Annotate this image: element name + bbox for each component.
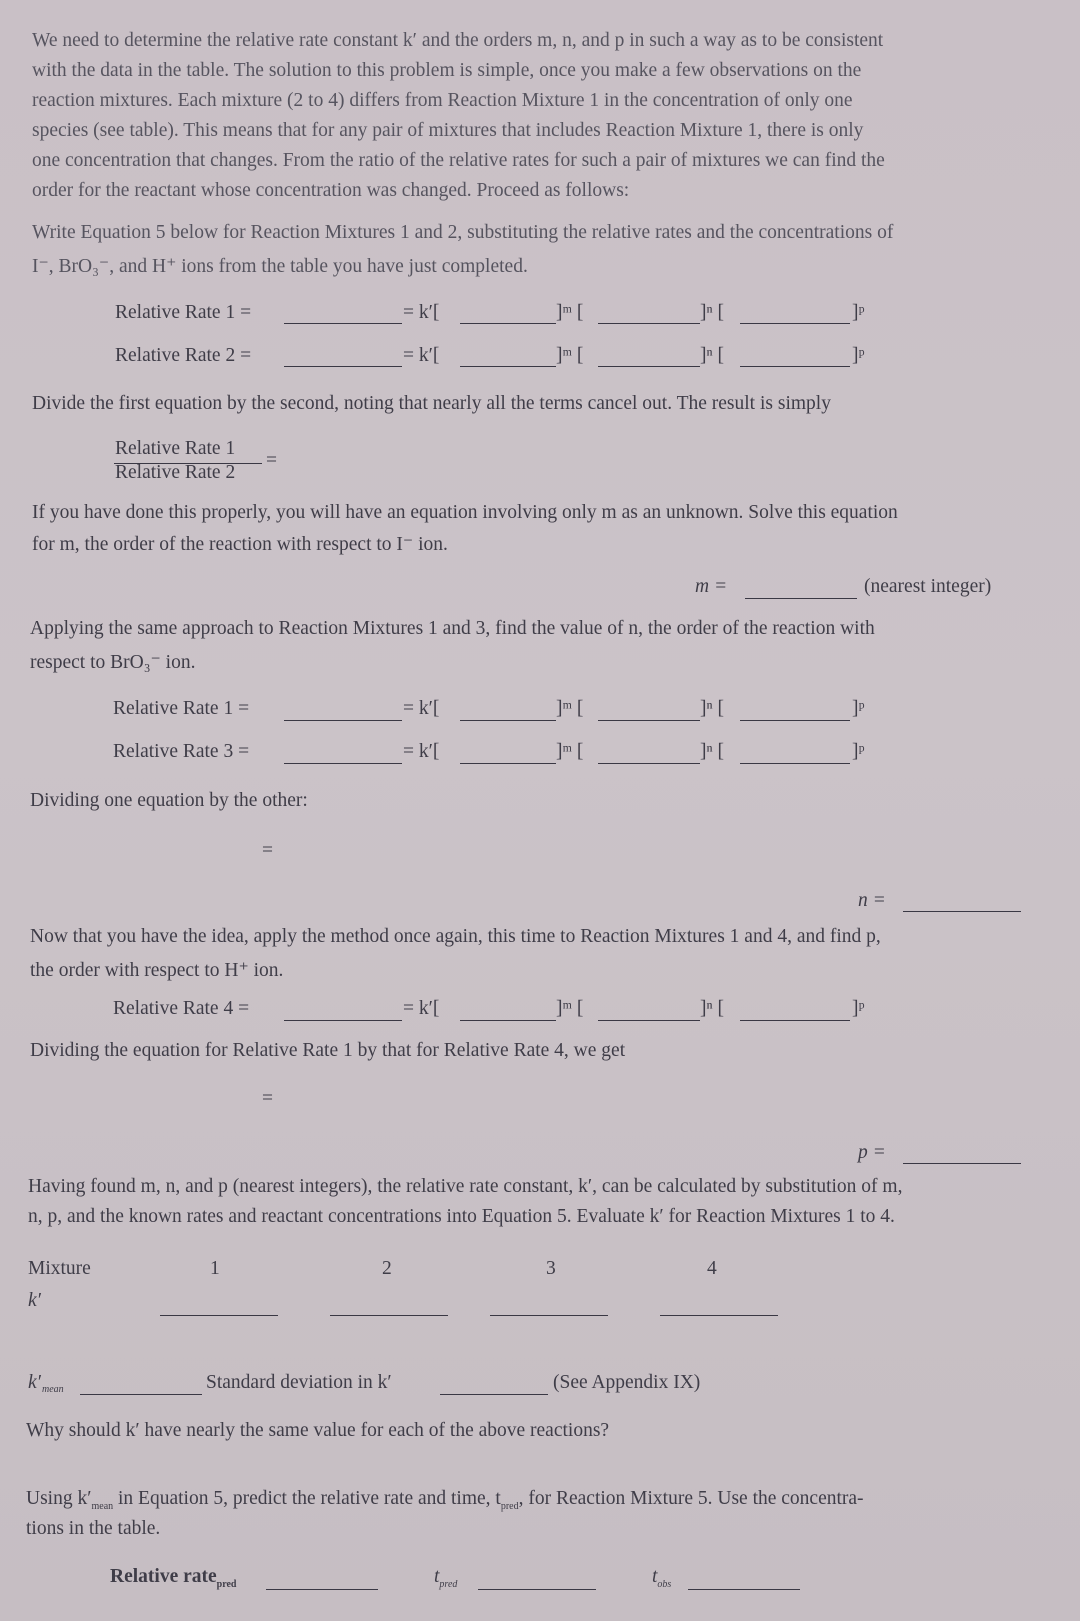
k-mixture-2-blank[interactable]	[330, 1315, 448, 1316]
std-dev-blank[interactable]	[440, 1394, 548, 1395]
std-dev-label: Standard deviation in k′	[206, 1372, 392, 1393]
i-conc-blank[interactable]	[460, 720, 556, 721]
ratio-denominator: Relative Rate 2	[115, 462, 236, 483]
rr3-blank[interactable]	[284, 763, 402, 764]
intro-line-2: with the data in the table. The solution to this problem is simple, once you make a few observations on the	[32, 60, 862, 81]
k-mixture-3-blank[interactable]	[490, 1315, 608, 1316]
t-obs-sub: obs	[657, 1578, 672, 1590]
kmean-k: k′	[28, 1372, 41, 1393]
t-obs-blank[interactable]	[688, 1589, 800, 1590]
mixture-label: Mixture	[28, 1258, 91, 1279]
eq-rr3-label: Relative Rate 3 =	[113, 741, 250, 762]
now-line-2: the order with respect to H⁺ ion.	[30, 960, 284, 981]
eq-m-2: ]ᵐ [	[556, 345, 584, 366]
eq-k-5: = k′[	[403, 998, 440, 1019]
bro3-conc-blank[interactable]	[598, 763, 700, 764]
applying-line-1: Applying the same approach to Reaction Mixtures 1 and 3, find the value of n, the order of the reaction with	[30, 618, 875, 639]
t-obs-text: t	[652, 1566, 658, 1587]
eq-p-1: ]ᵖ	[852, 302, 865, 323]
kmean-blank[interactable]	[80, 1394, 202, 1395]
t-pred-label	[434, 1566, 457, 1590]
i-conc-blank[interactable]	[460, 763, 556, 764]
n-blank[interactable]	[903, 911, 1021, 912]
eq-m-3: ]ᵐ [	[556, 698, 584, 719]
now-line-1: Now that you have the idea, apply the method once again, this time to Reaction Mixtures 1 and 4, and find p,	[30, 926, 881, 947]
using-pre: Using k′	[26, 1488, 92, 1509]
using-rest: in Equation 5, predict the relative rate and time, t	[113, 1488, 501, 1509]
using-sub2: pred	[500, 1500, 519, 1512]
k-prime-label: k′	[28, 1290, 41, 1311]
equals-sign-2: =	[262, 1088, 273, 1109]
i-conc-blank[interactable]	[460, 366, 556, 367]
t-pred-blank[interactable]	[478, 1589, 596, 1590]
eq-k-3: = k′[	[403, 698, 440, 719]
eq-n-2: ]ⁿ [	[700, 345, 725, 366]
h-conc-blank[interactable]	[740, 720, 850, 721]
eq-m-4: ]ᵐ [	[556, 741, 584, 762]
bro3-conc-blank[interactable]	[598, 323, 700, 324]
using-line-2: tions in the table.	[26, 1518, 161, 1539]
write-line-2: I⁻, BrO₃⁻, and H⁺ ions from the table you have just completed.	[32, 256, 528, 277]
eq-rr2-label: Relative Rate 2 =	[115, 345, 252, 366]
eq-k-4: = k′[	[403, 741, 440, 762]
eq-p-2: ]ᵖ	[852, 345, 865, 366]
ratio-equals: =	[266, 450, 277, 471]
m-label: m =	[695, 576, 728, 597]
eq-n-3: ]ⁿ [	[700, 698, 725, 719]
bro3-conc-blank[interactable]	[598, 720, 700, 721]
using-rest2: , for Reaction Mixture 5. Use the concentra-	[518, 1488, 864, 1509]
why-question: Why should k′ have nearly the same value for each of the above reactions?	[26, 1420, 610, 1441]
intro-line-4: species (see table). This means that for any pair of mixtures that includes Reaction Mixture 1, there is only	[32, 120, 864, 141]
n-label: n =	[858, 890, 886, 911]
mixture-col-4: 4	[707, 1258, 717, 1279]
k-mixture-1-blank[interactable]	[160, 1315, 278, 1316]
eq-n-1: ]ⁿ [	[700, 302, 725, 323]
mixture-col-1: 1	[210, 1258, 220, 1279]
using-sub: mean	[91, 1500, 114, 1512]
eq-m-5: ]ᵐ [	[556, 998, 584, 1019]
h-conc-blank[interactable]	[740, 366, 850, 367]
i-conc-blank[interactable]	[460, 323, 556, 324]
applying-line-2: respect to BrO₃⁻ ion.	[30, 652, 196, 673]
eq-p-3: ]ᵖ	[852, 698, 865, 719]
ratio-numerator: Relative Rate 1	[115, 438, 236, 459]
rr4-blank[interactable]	[284, 1020, 402, 1021]
appendix-note: (See Appendix IX)	[553, 1372, 701, 1393]
rr-pred-text: Relative rate	[110, 1566, 217, 1587]
dividing-rr-text: Dividing the equation for Relative Rate 1 by that for Relative Rate 4, we get	[30, 1040, 626, 1061]
eq-n-5: ]ⁿ [	[700, 998, 725, 1019]
p-blank[interactable]	[903, 1163, 1021, 1164]
intro-line-3: reaction mixtures. Each mixture (2 to 4) differs from Reaction Mixture 1 in the concentration of only one	[32, 90, 853, 111]
eq-m-1: ]ᵐ [	[556, 302, 584, 323]
t-obs-label	[652, 1566, 671, 1590]
using-line-1	[26, 1488, 864, 1512]
bro3-conc-blank[interactable]	[598, 1020, 700, 1021]
solve-m-line-2: for m, the order of the reaction with respect to I⁻ ion.	[32, 534, 448, 555]
dividing-one-text: Dividing one equation by the other:	[30, 790, 308, 811]
rr-pred-sub: pred	[216, 1578, 237, 1590]
intro-line-6: order for the reactant whose concentration was changed. Proceed as follows:	[32, 180, 630, 201]
t-pred-sub: pred	[439, 1578, 458, 1590]
h-conc-blank[interactable]	[740, 763, 850, 764]
relative-rate-pred-label	[110, 1566, 236, 1590]
h-conc-blank[interactable]	[740, 1020, 850, 1021]
solve-m-line-1: If you have done this properly, you will have an equation involving only m as an unknown. Solve this equation	[32, 502, 898, 523]
eq-p-4: ]ᵖ	[852, 741, 865, 762]
mixture-col-3: 3	[546, 1258, 556, 1279]
m-blank[interactable]	[745, 598, 857, 599]
eq-rr1-label: Relative Rate 1 =	[115, 302, 252, 323]
eq-rr1-label-b: Relative Rate 1 =	[113, 698, 250, 719]
bro3-conc-blank[interactable]	[598, 366, 700, 367]
k-mixture-4-blank[interactable]	[660, 1315, 778, 1316]
rr1-blank[interactable]	[284, 323, 402, 324]
eq-k-1: = k′[	[403, 302, 440, 323]
eq-k-2: = k′[	[403, 345, 440, 366]
equals-sign-1: =	[262, 840, 273, 861]
intro-line-5: one concentration that changes. From the ratio of the relative rates for such a pair of mixtures we can find the	[32, 150, 885, 171]
eq-n-4: ]ⁿ [	[700, 741, 725, 762]
relative-rate-pred-blank[interactable]	[266, 1589, 378, 1590]
kmean-sub: mean	[42, 1384, 64, 1395]
write-line-1: Write Equation 5 below for Reaction Mixtures 1 and 2, substituting the relative rates and the concentrations of	[32, 222, 894, 243]
rr2-blank[interactable]	[284, 366, 402, 367]
i-conc-blank[interactable]	[460, 1020, 556, 1021]
eq-rr4-label: Relative Rate 4 =	[113, 998, 250, 1019]
t-pred-text: t	[434, 1566, 440, 1587]
nearest-integer-note: (nearest integer)	[864, 576, 992, 597]
eq-p-5: ]ᵖ	[852, 998, 865, 1019]
p-label: p =	[858, 1142, 886, 1163]
intro-line-1: We need to determine the relative rate constant k′ and the orders m, n, and p in such a way as to be consistent	[32, 30, 884, 51]
having-line-2: n, p, and the known rates and reactant concentrations into Equation 5. Evaluate k′ for Reaction Mixtures 1 to 4.	[28, 1206, 895, 1227]
h-conc-blank[interactable]	[740, 323, 850, 324]
mixture-col-2: 2	[382, 1258, 392, 1279]
divide-text: Divide the first equation by the second, noting that nearly all the terms cancel out. The result is simply	[32, 393, 831, 414]
rr1-blank[interactable]	[284, 720, 402, 721]
having-line-1: Having found m, n, and p (nearest integers), the relative rate constant, k′, can be calculated by substitution of m,	[28, 1176, 903, 1197]
